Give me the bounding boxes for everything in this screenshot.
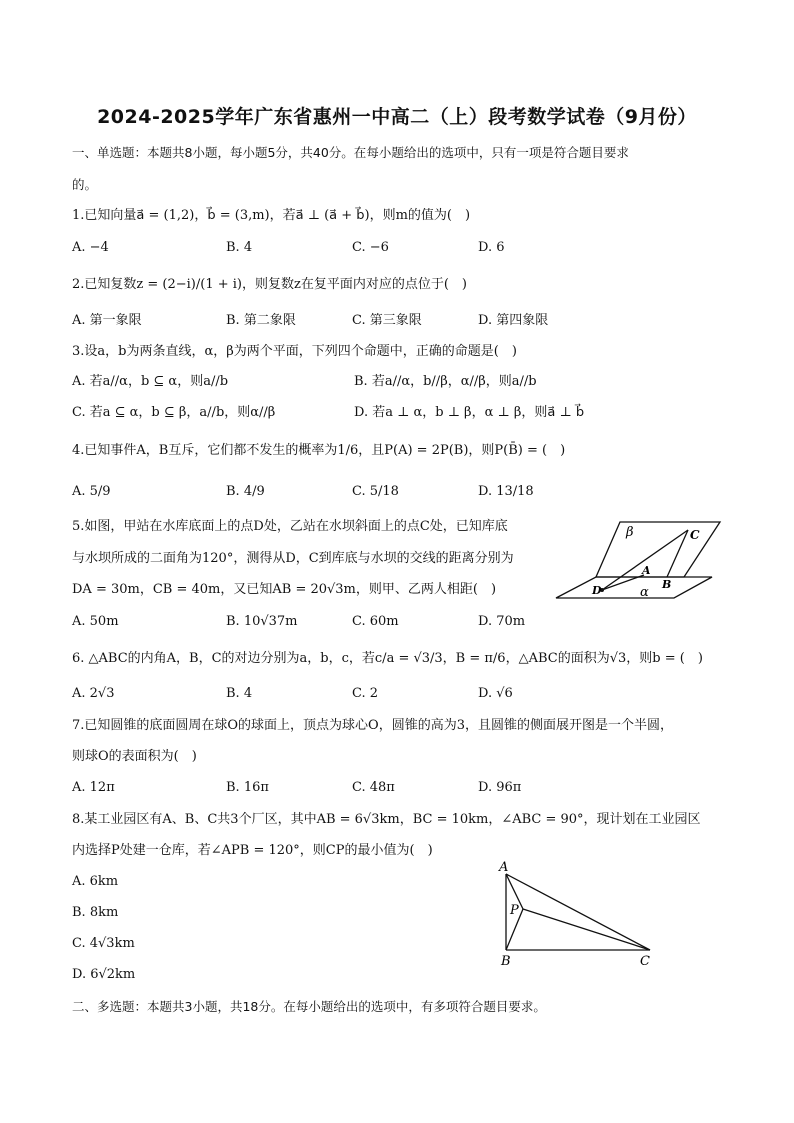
section-2-heading: 二、多选题：本题共3小题，共18分。在每小题给出的选项中，有多项符合题目要求。 bbox=[72, 999, 546, 1014]
question-2-option-d[interactable]: D. 第四象限 bbox=[478, 313, 549, 328]
question-4-option-b[interactable]: B. 4/9 bbox=[226, 484, 265, 499]
label-D: D bbox=[592, 584, 602, 597]
figure-triangle-ABC bbox=[490, 858, 660, 970]
label-beta: β bbox=[626, 525, 634, 540]
question-5-option-c[interactable]: C. 60m bbox=[352, 614, 399, 629]
question-5-option-b[interactable]: B. 10√37m bbox=[226, 614, 298, 629]
question-2-option-b[interactable]: B. 第二象限 bbox=[226, 313, 296, 328]
question-5-option-a[interactable]: A. 50m bbox=[72, 614, 119, 629]
question-3-option-a[interactable]: A. 若a//α，b ⊆ α，则a//b bbox=[72, 374, 229, 389]
question-7-option-c[interactable]: C. 48π bbox=[352, 780, 395, 795]
question-1-stem: 1.已知向量a⃗ = (1,2)，b⃗ = (3,m)，若a⃗ ⊥ (a⃗ + b⃗)，则m的值为( ) bbox=[72, 208, 471, 223]
label-B: B bbox=[662, 578, 672, 591]
label-A: A bbox=[642, 564, 651, 577]
question-3-option-d[interactable]: D. 若a ⊥ α，b ⊥ β，α ⊥ β，则a⃗ ⊥ b⃗ bbox=[354, 405, 585, 420]
question-7-stem-line-2: 则球O的表面积为( ) bbox=[72, 749, 197, 764]
question-8-option-b[interactable]: B. 8km bbox=[72, 905, 119, 920]
question-6-option-c[interactable]: C. 2 bbox=[352, 686, 379, 701]
figure-dihedral-angle bbox=[552, 518, 724, 602]
question-4-option-c[interactable]: C. 5/18 bbox=[352, 484, 399, 499]
question-7-option-b[interactable]: B. 16π bbox=[226, 780, 269, 795]
label-alpha: α bbox=[640, 585, 649, 600]
question-1-option-d[interactable]: D. 6 bbox=[478, 240, 505, 255]
label-C: C bbox=[690, 528, 700, 542]
section-1-heading-cont: 的。 bbox=[72, 177, 98, 192]
side-AC bbox=[506, 874, 650, 950]
question-7-option-a[interactable]: A. 12π bbox=[72, 780, 115, 795]
label-B: B bbox=[501, 954, 511, 969]
label-A: A bbox=[499, 860, 509, 875]
question-5-stem-line-1: 5.如图，甲站在水库底面上的点D处，乙站在水坝斜面上的点C处，已知库底 bbox=[72, 519, 508, 534]
plane-beta bbox=[596, 522, 720, 577]
question-2-stem: 2.已知复数z = (2−i)/(1 + i)，则复数z在复平面内对应的点位于( ) bbox=[72, 277, 467, 292]
question-6-option-a[interactable]: A. 2√3 bbox=[72, 686, 115, 701]
question-5-stem-line-2: 与水坝所成的二面角为120°，测得从D，C到库底与水坝的交线的距离分别为 bbox=[72, 551, 514, 566]
question-1-option-c[interactable]: C. −6 bbox=[352, 240, 389, 255]
question-7-stem-line-1: 7.已知圆锥的底面圆周在球O的球面上，顶点为球心O，圆锥的高为3，且圆锥的侧面展开图是一个半圆， bbox=[72, 718, 673, 733]
question-6-stem: 6. △ABC的内角A，B，C的对边分别为a，b，c，若c/a = √3/3，B = π/6，△ABC的面积为√3，则b = ( ) bbox=[72, 651, 703, 666]
question-3-option-b[interactable]: B. 若a//α，b//β，α//β，则a//b bbox=[354, 374, 537, 389]
question-4-option-a[interactable]: A. 5/9 bbox=[72, 484, 111, 499]
question-4-stem: 4.已知事件A，B互斥，它们都不发生的概率为1/6，且P(A) = 2P(B)，则P(B̄) = ( ) bbox=[72, 443, 566, 458]
question-7-option-d[interactable]: D. 96π bbox=[478, 780, 522, 795]
question-4-option-d[interactable]: D. 13/18 bbox=[478, 484, 534, 499]
label-C: C bbox=[640, 954, 650, 969]
question-2-option-a[interactable]: A. 第一象限 bbox=[72, 313, 142, 328]
question-5-stem-line-3: DA = 30m，CB = 40m，又已知AB = 20√3m，则甲、乙两人相距( ) bbox=[72, 582, 497, 597]
question-5-option-d[interactable]: D. 70m bbox=[478, 614, 526, 629]
question-8-option-d[interactable]: D. 6√2km bbox=[72, 967, 136, 982]
label-P: P bbox=[510, 903, 519, 918]
question-1-option-a[interactable]: A. −4 bbox=[72, 240, 109, 255]
question-8-stem-line-1: 8.某工业园区有A、B、C共3个厂区，其中AB = 6√3km，BC = 10km，∠ABC = 90°，现计划在工业园区 bbox=[72, 812, 701, 827]
question-8-stem-line-2: 内选择P处建一仓库，若∠APB = 120°，则CP的最小值为( ) bbox=[72, 843, 433, 858]
question-2-option-c[interactable]: C. 第三象限 bbox=[352, 313, 422, 328]
question-6-option-d[interactable]: D. √6 bbox=[478, 686, 513, 701]
page-title: 2024-2025学年广东省惠州一中高二（上）段考数学试卷（9月份） bbox=[97, 106, 697, 128]
question-6-option-b[interactable]: B. 4 bbox=[226, 686, 253, 701]
question-1-option-b[interactable]: B. 4 bbox=[226, 240, 253, 255]
question-3-stem: 3.设a，b为两条直线，α，β为两个平面，下列四个命题中，正确的命题是( ) bbox=[72, 344, 517, 359]
plane-alpha bbox=[556, 577, 712, 598]
question-8-option-c[interactable]: C. 4√3km bbox=[72, 936, 135, 951]
question-8-option-a[interactable]: A. 6km bbox=[72, 874, 119, 889]
segment-PC bbox=[523, 909, 650, 950]
question-3-option-c[interactable]: C. 若a ⊆ α，b ⊆ β，a//b，则α//β bbox=[72, 405, 276, 420]
section-1-heading: 一、单选题：本题共8小题，每小题5分，共40分。在每小题给出的选项中，只有一项是符合题目要求 bbox=[72, 145, 629, 160]
